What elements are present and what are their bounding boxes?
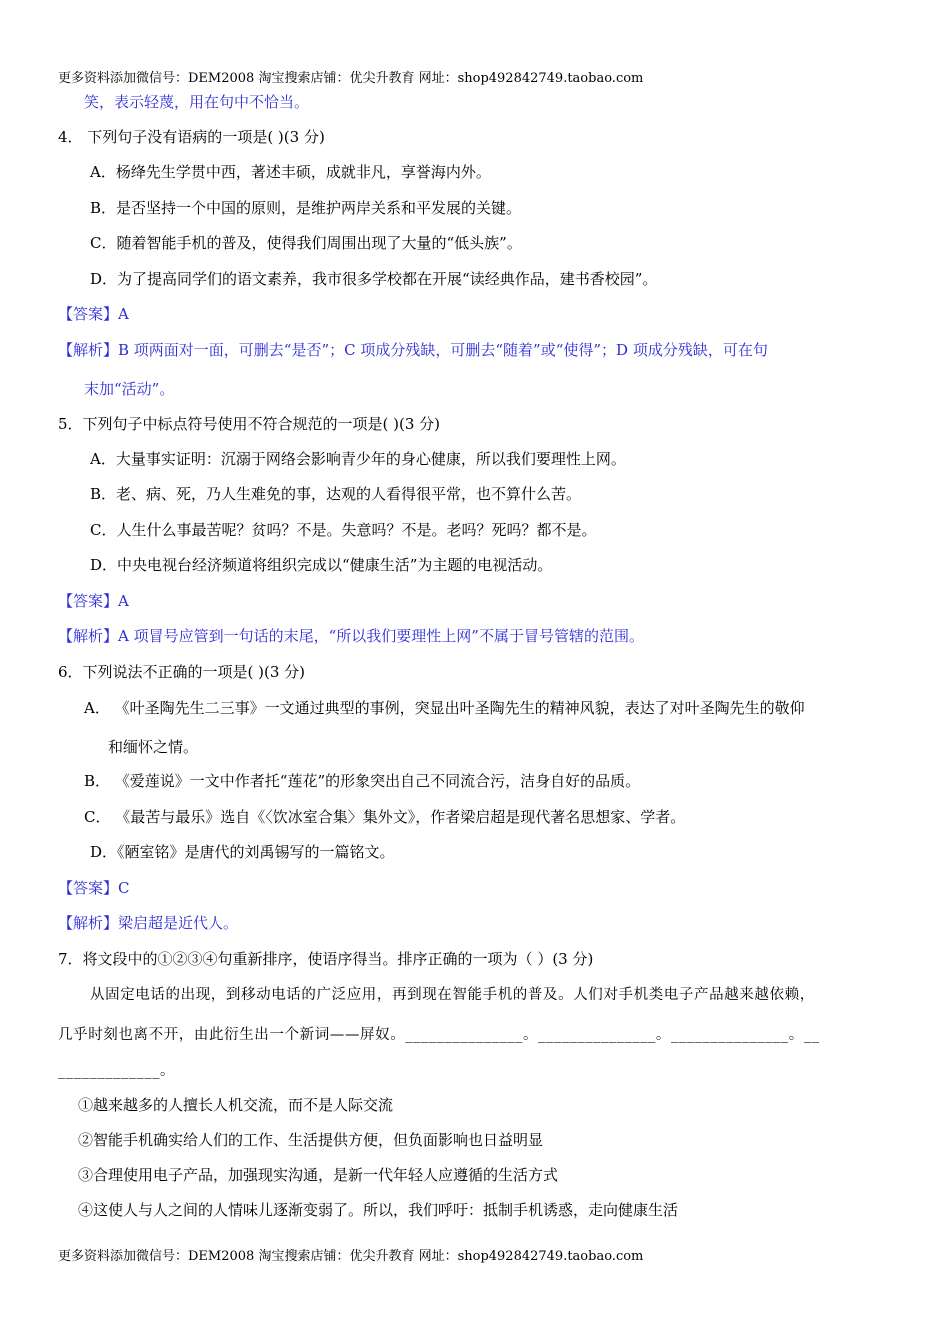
question-4-stem: 4． 下列句子没有语病的一项是( )(3 分)	[58, 128, 325, 146]
question-7-sentence-2: ②智能手机确实给人们的工作、生活提供方便，但负面影响也日益明显	[78, 1131, 544, 1149]
question-6-option-a: A． 《叶圣陶先生二三事》一文通过典型的事例，突显出叶圣陶先生的精神风貌，表达了对叶圣陶先生的敬仰	[84, 699, 805, 717]
question-6-option-b: B． 《爱莲说》一文中作者托“莲花”的形象突出自己不同流合污，洁身自好的品质。	[84, 772, 641, 790]
question-6-option-a-cont: 和缅怀之情。	[108, 738, 199, 756]
question-5-option-d: D．中央电视台经济频道将组织完成以“健康生活”为主题的电视活动。	[90, 556, 553, 574]
question-7-sentence-3: ③合理使用电子产品，加强现实沟通，是新一代年轻人应遵循的生活方式	[78, 1166, 559, 1184]
question-5-option-b: B．老、病、死，乃人生难免的事，达观的人看得很平常，也不算什么苦。	[90, 485, 582, 503]
question-4-explanation-cont: 末加“活动”。	[84, 380, 175, 398]
question-6-option-d: D．《陋室铭》是唐代的刘禹锡写的一篇铭文。	[90, 843, 395, 861]
question-7-passage-line-2: 几乎时刻也离不开，由此衍生出一个新词——屏奴。_______________。_______________。_______________。__	[58, 1027, 820, 1043]
question-7-stem: 7．将文段中的①②③④句重新排序，使语序得当。排序正确的一项为（ ）(3 分)	[58, 950, 594, 968]
question-7-passage-line-3: _____________。	[58, 1063, 176, 1079]
question-5-answer: 【答案】A	[58, 592, 129, 610]
question-5-stem: 5．下列句子中标点符号使用不符合规范的一项是( )(3 分)	[58, 415, 441, 433]
question-7-passage-line-1: 从固定电话的出现，到移动电话的广泛应用，再到现在智能手机的普及。人们对手机类电子产品越来越依赖，	[90, 987, 815, 1003]
page-header: 更多资料添加微信号：DEM2008 淘宝搜索店铺：优尖升教育 网址：shop492842749.taobao.com	[58, 71, 644, 86]
question-6-answer: 【答案】C	[58, 879, 130, 897]
question-4-option-b: B．是否坚持一个中国的原则，是维护两岸关系和平发展的关键。	[90, 199, 522, 217]
question-4-option-d: D．为了提高同学们的语文素养，我市很多学校都在开展“读经典作品，建书香校园”。	[90, 270, 658, 288]
previous-explanation-tail: 笑，表示轻蔑，用在句中不恰当。	[84, 93, 310, 111]
question-5-explanation: 【解析】A 项冒号应管到一句话的末尾，“所以我们要理性上网”不属于冒号管辖的范围。	[58, 627, 644, 645]
page-footer: 更多资料添加微信号：DEM2008 淘宝搜索店铺：优尖升教育 网址：shop492842749.taobao.com	[58, 1249, 644, 1264]
question-5-option-c: C．人生什么事最苦呢？贫吗？不是。失意吗？不是。老吗？死吗？都不是。	[90, 521, 597, 539]
question-7-sentence-4: ④这使人与人之间的人情味儿逐渐变弱了。所以，我们呼吁：抵制手机诱惑，走向健康生活	[78, 1201, 679, 1219]
question-7-sentence-1: ①越来越多的人擅长人机交流，而不是人际交流	[78, 1096, 394, 1114]
question-4-answer: 【答案】A	[58, 305, 129, 323]
question-4-explanation: 【解析】B 项两面对一面，可删去“是否”；C 项成分残缺，可删去“随着”或“使得”；D 项成分残缺，可在句	[58, 341, 768, 359]
question-6-explanation: 【解析】梁启超是近代人。	[58, 914, 239, 932]
question-5-option-a: A．大量事实证明：沉溺于网络会影响青少年的身心健康，所以我们要理性上网。	[90, 450, 626, 468]
question-4-option-c: C．随着智能手机的普及，使得我们周围出现了大量的“低头族”。	[90, 234, 522, 252]
question-6-stem: 6．下列说法不正确的一项是( )(3 分)	[58, 663, 306, 681]
question-6-option-c: C． 《最苦与最乐》选自《〈饮冰室合集〉集外文》，作者梁启超是现代著名思想家、学者。	[84, 808, 686, 826]
question-4-option-a: A．杨绛先生学贯中西，著述丰硕，成就非凡，享誉海内外。	[90, 163, 491, 181]
